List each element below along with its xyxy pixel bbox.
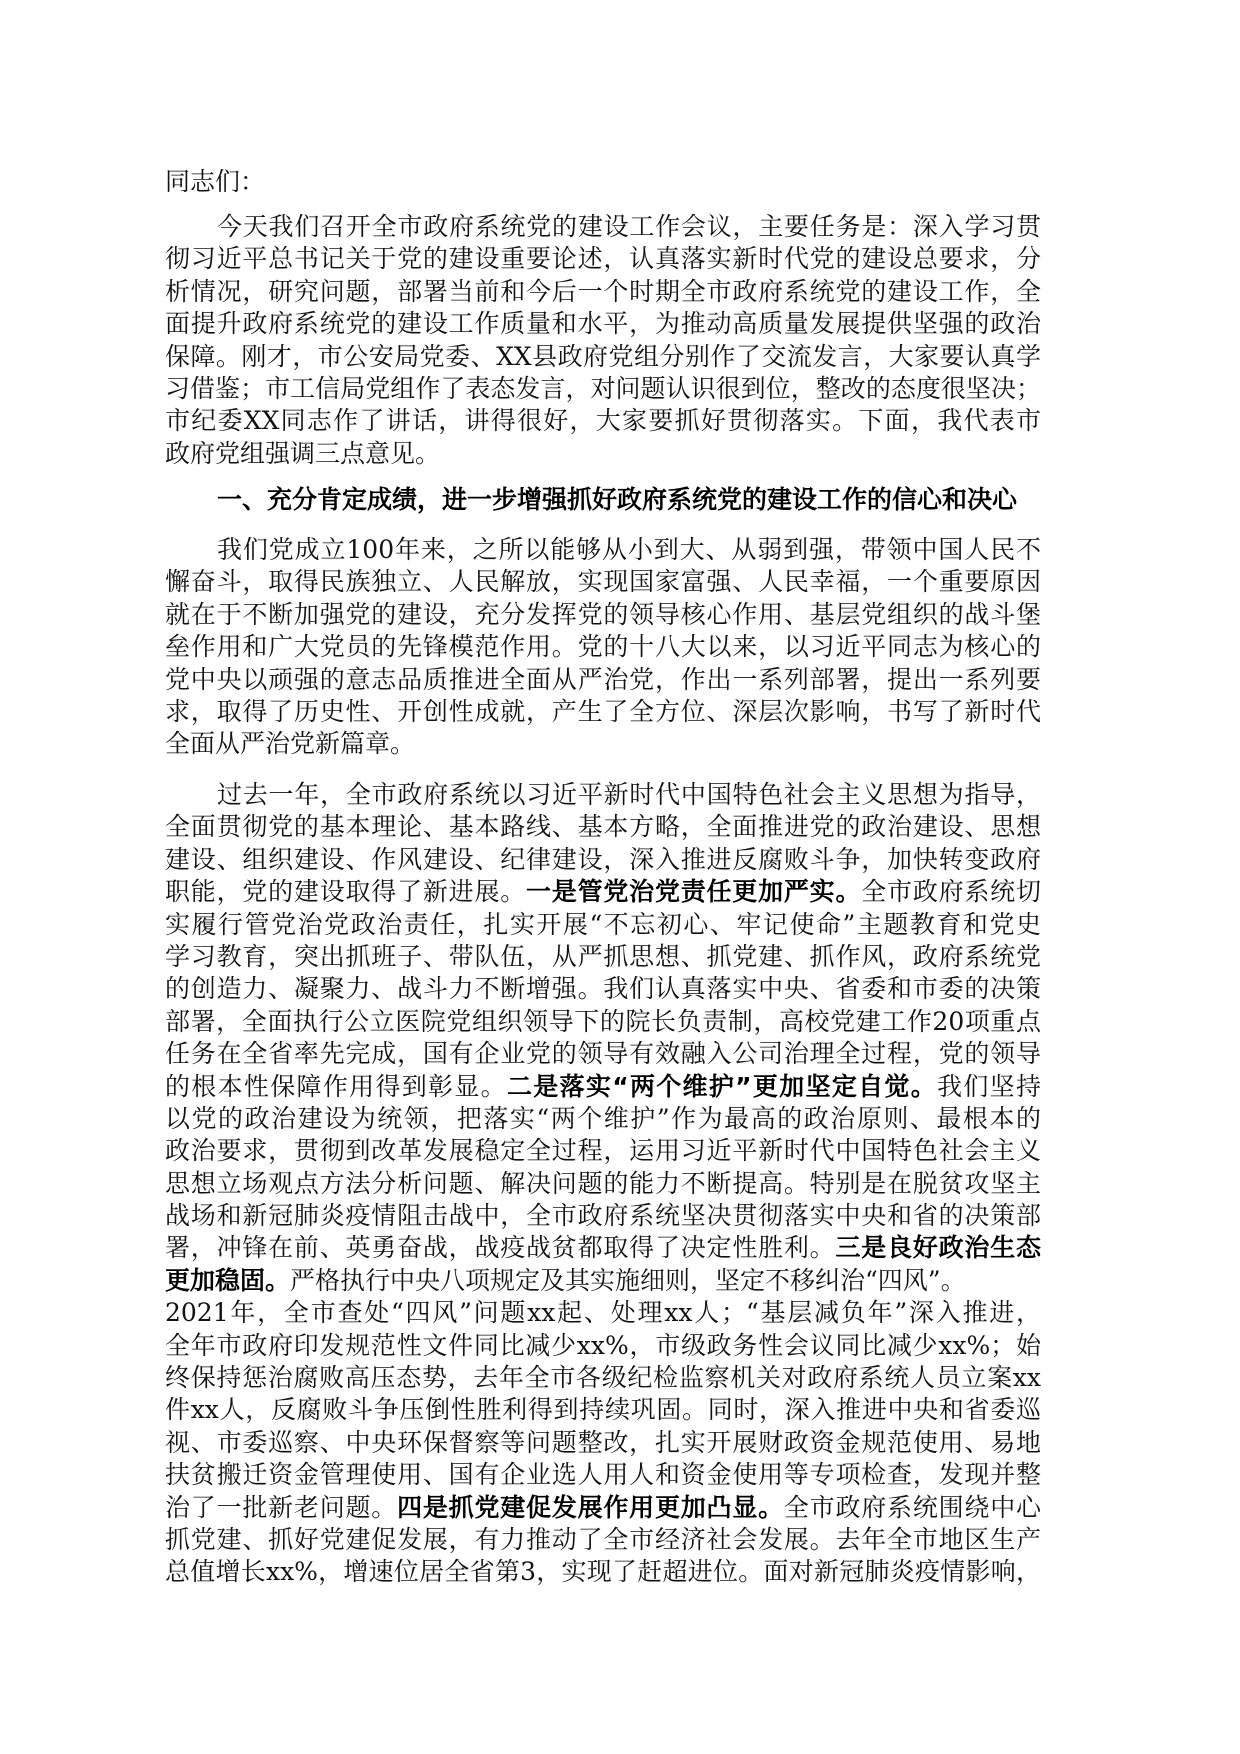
text-line: 全面贯彻党的基本理论、基本路线、基本方略，全面推进党的政治建设、思想 [165,812,1041,842]
section-1-paragraph-2 [165,779,1041,1589]
bold-point-3-cont: 更加稳固。 [165,1265,291,1295]
bold-point-2: 二是落实“两个维护”更加坚定自觉。 [506,1071,938,1101]
text-line: 析情况，研究问题，部署当前和今后一个时期全市政府系统党的建设工作，全 [165,276,1041,306]
heading-text: 一、充分肯定成绩，进一步增强抓好政府系统党的建设工作的信心和决心 [217,485,1018,514]
text-line: 部署，全面执行公立医院党组织领导下的院长负责制，高校党建工作20项重点 [165,1006,1041,1036]
text-line: 我们党成立100年来，之所以能够从小到大、从弱到强，带领中国人民不 [217,535,1041,564]
text-line: 党中央以顽强的意志品质推进全面从严治党，作出一系列部署，提出一系列要 [165,664,1041,694]
text-line [165,876,1041,908]
text-line: 垒作用和广大党员的先锋模范作用。党的十八大以来，以习近平同志为核心的 [165,632,1041,662]
text-line: 全年市政府印发规范性文件同比减少xx%，市级政务性会议同比减少xx%；始 [165,1330,1041,1360]
text-line: 任务在全省率先完成，国有企业党的领导有效融入公司治理全过程，党的领导 [165,1039,1041,1069]
text-line: 2021年，全市查处“四风”问题xx起、处理xx人；“基层减负年”深入推进， [165,1298,1041,1328]
bold-point-1: 一是管党治党责任更加严实。 [526,877,862,907]
text-line: 懈奋斗，取得民族独立、人民解放，实现国家富强、人民幸福，一个重要原因 [165,567,1041,597]
text-line: 总值增长xx%，增速位居全省第3，实现了赶超进位。面对新冠肺炎疫情影响， [165,1557,1041,1587]
text-line: 建设、组织建设、作风建设、纪律建设，深入推进反腐败斗争，加快转变政府 [165,844,1041,874]
text-line: 保障。刚才，市公安局党委、XX县政府党组分别作了交流发言，大家要认真学 [165,341,1041,371]
text-line: 政治要求，贯彻到改革发展稳定全过程，运用习近平新时代中国特色社会主义 [165,1136,1041,1166]
text-line [165,1265,1041,1297]
bold-point-3: 三是良好政治生态 [835,1233,1041,1263]
intro-paragraph [165,211,1041,470]
section-1-paragraph-1 [165,534,1041,761]
text-line: 市纪委XX同志作了讲话，讲得很好，大家要抓好贯彻落实。下面，我代表市 [165,406,1041,436]
text-line: 件xx人，反腐败斗争压倒性胜利得到持续巩固。同时，深入推进中央和省委巡 [165,1395,1041,1425]
text-line: 彻习近平总书记关于党的建设重要论述，认真落实新时代党的建设总要求，分 [165,244,1041,274]
text-line: 以党的政治建设为统领，把落实“两个维护”作为最高的政治原则、最根本的 [165,1103,1041,1133]
text-line: 政府党组强调三点意见。 [165,438,441,468]
text-line: 学习教育，突出抓班子、带队伍，从严抓思想、抓党建、抓作风，政府系统党 [165,941,1041,971]
text-run: 的根本性保障作用得到彰显。 [165,1071,507,1101]
text-line: 实履行管党治党政治责任，扎实开展“不忘初心、牢记使命”主题教育和党史 [165,909,1041,939]
text-line: 终保持惩治腐败高压态势，去年全市各级纪检监察机关对政府系统人员立案xx [165,1363,1041,1393]
text-line [165,1232,1041,1264]
text-line: 全面从严治党新篇章。 [165,729,416,759]
text-line [165,1492,1041,1524]
text-run: 职能，党的建设取得了新进展。 [165,877,527,907]
text-line: 习借鉴；市工信局党组作了表态发言，对问题认识很到位，整改的态度很坚决； [165,373,1041,403]
text-line: 思想立场观点方法分析问题、解决问题的能力不断提高。特别是在脱贫攻坚主 [165,1168,1041,1198]
text-line: 视、市委巡察、中央环保督察等问题整改，扎实开展财政资金规范使用、易地 [165,1427,1041,1457]
text-line: 过去一年，全市政府系统以习近平新时代中国特色社会主义思想为指导， [217,780,1041,809]
text-line: 今天我们召开全市政府系统党的建设工作会议，主要任务是：深入学习贯 [217,212,1041,241]
text-line: 就在于不断加强党的建设，充分发挥党的领导核心作用、基层党组织的战斗堡 [165,599,1041,629]
text-line [165,1071,1041,1103]
text-line: 扶贫搬迁资金管理使用、国有企业选人用人和资金使用等专项检查，发现并整 [165,1460,1041,1490]
text-run: 全市政府系统围绕中心 [783,1492,1041,1522]
text-line: 面提升政府系统党的建设工作质量和水平，为推动高质量发展提供坚强的政治 [165,309,1041,339]
section-heading-1 [165,484,1041,516]
text-line: 战场和新冠肺炎疫情阻击战中，全市政府系统坚决贯彻落实中央和省的决策部 [165,1201,1041,1231]
text-line: 抓党建、抓好党建促发展，有力推动了全市经济社会发展。去年全市地区生产 [165,1524,1041,1554]
text-run: 治了一批新老问题。 [165,1492,398,1522]
salutation-text: 同志们： [165,167,266,196]
text-run: 严格执行中央八项规定及其实施细则，坚定不移纠治“四风”。 [290,1265,966,1295]
text-line: 求，取得了历史性、开创性成就，产生了全方位、深层次影响，书写了新时代 [165,696,1041,726]
bold-point-4: 四是抓党建促发展作用更加凸显。 [397,1492,784,1522]
text-run: 全市政府系统切 [861,877,1041,907]
salutation [165,166,1041,198]
text-line: 的创造力、凝聚力、战斗力不断增强。我们认真落实中央、省委和市委的决策 [165,974,1041,1004]
text-run: 署，冲锋在前、英勇奋战，战疫战贫都取得了决定性胜利。 [165,1233,836,1263]
text-run: 我们坚持 [937,1071,1041,1101]
